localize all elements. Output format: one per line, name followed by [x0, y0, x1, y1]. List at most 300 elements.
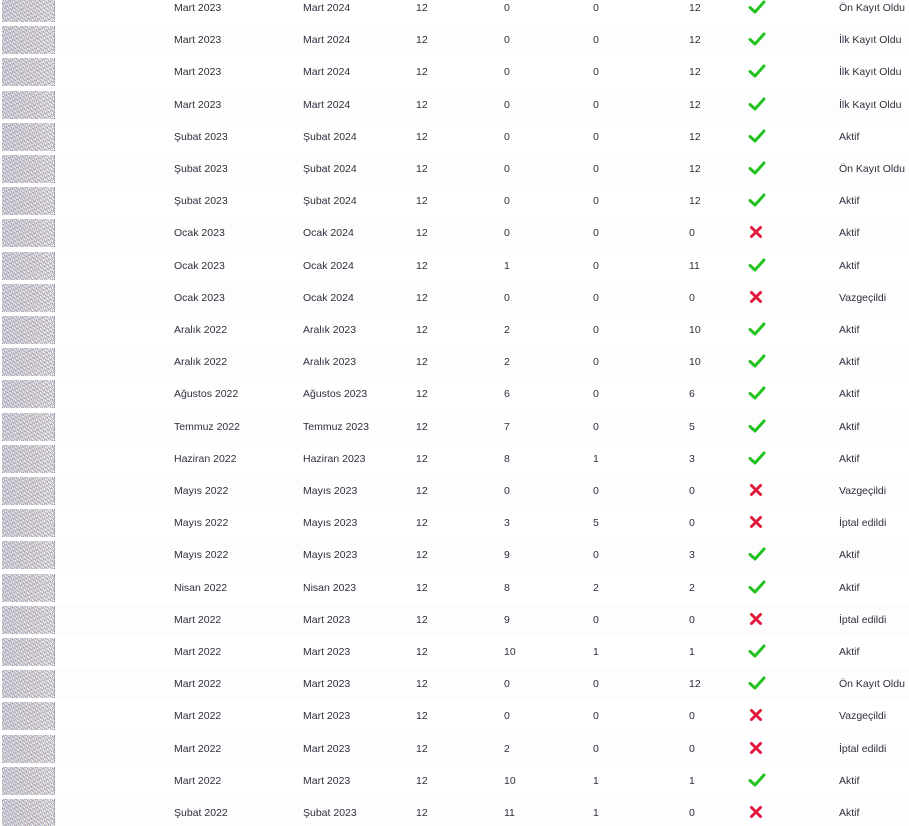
table-row[interactable] [0, 733, 909, 765]
check-icon [748, 772, 766, 788]
start-date-cell: Mart 2022 [174, 613, 222, 626]
remaining-count-cell: 1 [689, 774, 695, 787]
remaining-count-cell: 12 [689, 2, 701, 14]
start-date-cell: Mart 2022 [174, 774, 222, 787]
used-count-cell: 8 [504, 452, 510, 465]
member-photo[interactable] [2, 91, 55, 119]
used-count-cell: 0 [504, 710, 510, 723]
status-cell: İptal edildi [839, 742, 887, 755]
status-cell: Aktif [839, 227, 860, 240]
end-date-cell: Şubat 2024 [303, 130, 357, 143]
used-count-cell: 0 [504, 34, 510, 47]
table-row[interactable] [0, 185, 909, 217]
total-count-cell: 12 [416, 2, 428, 14]
valid-status-cell [748, 572, 768, 604]
member-photo[interactable] [2, 348, 55, 376]
thumbnail-cell [0, 185, 56, 217]
member-photo[interactable] [2, 413, 55, 441]
status-cell: Aktif [839, 807, 860, 819]
remaining-count-cell: 0 [689, 485, 695, 497]
frozen-count-cell: 0 [593, 163, 599, 175]
start-date-cell: Mart 2022 [174, 742, 222, 755]
thumbnail-cell [0, 282, 56, 314]
valid-status-cell [748, 443, 768, 475]
member-photo[interactable] [2, 187, 55, 215]
member-photo[interactable] [2, 284, 55, 312]
status-cell: Vazgeçildi [839, 291, 887, 304]
check-icon [748, 418, 766, 434]
start-date-cell: Mart 2023 [174, 66, 222, 79]
frozen-count-cell: 0 [593, 2, 599, 14]
thumbnail-cell [0, 217, 56, 249]
table-row[interactable] [0, 89, 909, 121]
thumbnail-cell [0, 121, 56, 153]
remaining-count-cell: 5 [689, 420, 695, 433]
end-date-cell: Mart 2024 [303, 2, 351, 14]
used-count-cell: 0 [504, 2, 510, 14]
remaining-count-cell: 1 [689, 646, 695, 658]
start-date-cell: Ocak 2023 [174, 259, 225, 272]
table-row[interactable] [0, 572, 909, 604]
table-row[interactable] [0, 378, 909, 410]
check-icon [748, 546, 766, 562]
member-photo[interactable] [2, 155, 55, 183]
frozen-count-cell: 0 [593, 66, 599, 79]
status-cell: İptal edildi [839, 517, 887, 530]
member-photo[interactable] [2, 799, 55, 826]
valid-status-cell [748, 314, 768, 346]
end-date-cell: Mart 2023 [303, 646, 351, 658]
used-count-cell: 0 [504, 227, 510, 240]
start-date-cell: Ocak 2023 [174, 227, 225, 240]
check-icon [748, 675, 766, 691]
thumbnail-cell [0, 56, 56, 88]
status-cell: Ön Kayıt Oldu [839, 678, 905, 691]
start-date-cell: Mart 2023 [174, 98, 222, 111]
table-row[interactable] [0, 507, 909, 539]
used-count-cell: 2 [504, 356, 510, 369]
total-count-cell: 12 [416, 291, 428, 304]
end-date-cell: Mayıs 2023 [303, 517, 358, 530]
thumbnail-cell [0, 153, 56, 185]
valid-status-cell [748, 700, 768, 732]
total-count-cell: 12 [416, 613, 428, 626]
thumbnail-cell [0, 0, 56, 24]
frozen-count-cell: 0 [593, 98, 599, 111]
member-photo[interactable] [2, 252, 55, 280]
thumbnail-cell [0, 733, 56, 765]
member-photo[interactable] [2, 0, 55, 22]
frozen-count-cell: 0 [593, 356, 599, 369]
used-count-cell: 2 [504, 324, 510, 336]
frozen-count-cell: 0 [593, 710, 599, 723]
thumbnail-cell [0, 507, 56, 539]
check-icon [748, 353, 766, 369]
start-date-cell: Mart 2023 [174, 34, 222, 47]
total-count-cell: 12 [416, 356, 428, 369]
thumbnail-cell [0, 765, 56, 797]
valid-status-cell [748, 539, 768, 571]
end-date-cell: Mart 2024 [303, 34, 351, 47]
frozen-count-cell: 0 [593, 549, 599, 562]
thumbnail-cell [0, 668, 56, 700]
valid-status-cell [748, 250, 768, 282]
thumbnail-cell [0, 314, 56, 346]
total-count-cell: 12 [416, 259, 428, 272]
table-row[interactable] [0, 153, 909, 185]
total-count-cell: 12 [416, 452, 428, 465]
valid-status-cell [748, 346, 768, 378]
used-count-cell: 1 [504, 259, 510, 272]
start-date-cell: Şubat 2023 [174, 163, 228, 175]
start-date-cell: Mart 2022 [174, 678, 222, 691]
start-date-cell: Şubat 2022 [174, 807, 228, 819]
status-cell: İlk Kayıt Oldu [839, 66, 902, 79]
total-count-cell: 12 [416, 195, 428, 208]
table-row[interactable] [0, 539, 909, 571]
frozen-count-cell: 0 [593, 324, 599, 336]
remaining-count-cell: 0 [689, 742, 695, 755]
valid-status-cell [748, 185, 768, 217]
used-count-cell: 10 [504, 774, 516, 787]
cross-icon [748, 740, 764, 756]
remaining-count-cell: 12 [689, 130, 701, 143]
remaining-count-cell: 10 [689, 356, 701, 369]
remaining-count-cell: 0 [689, 291, 695, 304]
end-date-cell: Ocak 2024 [303, 227, 354, 240]
thumbnail-cell [0, 572, 56, 604]
remaining-count-cell: 0 [689, 807, 695, 819]
frozen-count-cell: 0 [593, 613, 599, 626]
table-row[interactable] [0, 0, 909, 24]
frozen-count-cell: 1 [593, 452, 599, 465]
check-icon [748, 579, 766, 595]
cross-icon [748, 224, 764, 240]
status-cell: Vazgeçildi [839, 710, 887, 723]
status-cell: Aktif [839, 452, 860, 465]
valid-status-cell [748, 668, 768, 700]
valid-status-cell [748, 604, 768, 636]
used-count-cell: 0 [504, 130, 510, 143]
frozen-count-cell: 0 [593, 678, 599, 691]
frozen-count-cell: 2 [593, 581, 599, 594]
used-count-cell: 9 [504, 549, 510, 562]
total-count-cell: 12 [416, 581, 428, 594]
cross-icon [748, 514, 764, 530]
check-icon [748, 321, 766, 337]
remaining-count-cell: 3 [689, 549, 695, 562]
total-count-cell: 12 [416, 774, 428, 787]
table-row[interactable] [0, 282, 909, 314]
table-row[interactable] [0, 411, 909, 443]
end-date-cell: Mart 2023 [303, 774, 351, 787]
check-icon [748, 128, 766, 144]
total-count-cell: 12 [416, 388, 428, 401]
valid-status-cell [748, 56, 768, 88]
member-photo[interactable] [2, 735, 55, 763]
frozen-count-cell: 1 [593, 774, 599, 787]
end-date-cell: Şubat 2024 [303, 163, 357, 175]
frozen-count-cell: 0 [593, 420, 599, 433]
used-count-cell: 0 [504, 98, 510, 111]
status-cell: İlk Kayıt Oldu [839, 34, 902, 47]
check-icon [748, 31, 766, 47]
thumbnail-cell [0, 346, 56, 378]
start-date-cell: Mart 2022 [174, 646, 222, 658]
frozen-count-cell: 0 [593, 227, 599, 240]
table-row[interactable] [0, 250, 909, 282]
valid-status-cell [748, 217, 768, 249]
start-date-cell: Nisan 2022 [174, 581, 228, 594]
status-cell: Ön Kayıt Oldu [839, 2, 905, 14]
end-date-cell: Mart 2023 [303, 613, 351, 626]
check-icon [748, 385, 766, 401]
end-date-cell: Ağustos 2023 [303, 388, 368, 401]
used-count-cell: 7 [504, 420, 510, 433]
valid-status-cell [748, 507, 768, 539]
valid-status-cell [748, 89, 768, 121]
status-cell: İptal edildi [839, 613, 887, 626]
remaining-count-cell: 0 [689, 613, 695, 626]
valid-status-cell [748, 153, 768, 185]
table-row[interactable] [0, 604, 909, 636]
start-date-cell: Haziran 2022 [174, 452, 237, 465]
member-photo[interactable] [2, 219, 55, 247]
total-count-cell: 12 [416, 678, 428, 691]
status-cell: Aktif [839, 195, 860, 208]
thumbnail-cell [0, 378, 56, 410]
table-row[interactable] [0, 346, 909, 378]
status-cell: Aktif [839, 549, 860, 562]
thumbnail-cell [0, 250, 56, 282]
member-photo[interactable] [2, 58, 55, 86]
total-count-cell: 12 [416, 130, 428, 143]
frozen-count-cell: 0 [593, 291, 599, 304]
thumbnail-cell [0, 443, 56, 475]
status-cell: Aktif [839, 259, 860, 272]
member-photo[interactable] [2, 445, 55, 473]
start-date-cell: Aralık 2022 [174, 356, 228, 369]
cross-icon [748, 289, 764, 305]
member-photo[interactable] [2, 509, 55, 537]
cross-icon [748, 707, 764, 723]
status-cell: Aktif [839, 581, 860, 594]
thumbnail-cell [0, 24, 56, 56]
member-photo[interactable] [2, 606, 55, 634]
frozen-count-cell: 0 [593, 195, 599, 208]
member-photo[interactable] [2, 26, 55, 54]
used-count-cell: 11 [504, 807, 515, 819]
member-photo[interactable] [2, 477, 55, 505]
used-count-cell: 0 [504, 485, 510, 497]
remaining-count-cell: 2 [689, 581, 695, 594]
start-date-cell: Mart 2023 [174, 2, 222, 14]
status-cell: İlk Kayıt Oldu [839, 98, 902, 111]
check-icon [748, 63, 766, 79]
member-photo[interactable] [2, 316, 55, 344]
start-date-cell: Mayıs 2022 [174, 517, 229, 530]
remaining-count-cell: 12 [689, 34, 701, 47]
total-count-cell: 12 [416, 549, 428, 562]
table-row[interactable] [0, 797, 909, 826]
valid-status-cell [748, 636, 768, 668]
frozen-count-cell: 0 [593, 34, 599, 47]
cross-icon [748, 482, 764, 498]
valid-status-cell [748, 733, 768, 765]
valid-status-cell [748, 797, 768, 826]
table-row[interactable] [0, 668, 909, 700]
used-count-cell: 2 [504, 742, 510, 755]
member-photo[interactable] [2, 767, 55, 795]
total-count-cell: 12 [416, 807, 428, 819]
end-date-cell: Şubat 2024 [303, 195, 357, 208]
frozen-count-cell: 0 [593, 742, 599, 755]
table-row[interactable] [0, 700, 909, 732]
remaining-count-cell: 12 [689, 678, 701, 691]
valid-status-cell [748, 378, 768, 410]
frozen-count-cell: 5 [593, 517, 599, 530]
table-row[interactable] [0, 121, 909, 153]
remaining-count-cell: 12 [689, 163, 701, 175]
member-photo[interactable] [2, 380, 55, 408]
end-date-cell: Aralık 2023 [303, 356, 357, 369]
status-cell: Vazgeçildi [839, 485, 887, 497]
total-count-cell: 12 [416, 646, 428, 658]
total-count-cell: 12 [416, 98, 428, 111]
table-row[interactable] [0, 475, 909, 507]
start-date-cell: Ağustos 2022 [174, 388, 239, 401]
remaining-count-cell: 0 [689, 517, 695, 530]
end-date-cell: Mart 2023 [303, 742, 351, 755]
valid-status-cell [748, 765, 768, 797]
total-count-cell: 12 [416, 163, 428, 175]
check-icon [748, 257, 766, 273]
end-date-cell: Mart 2024 [303, 98, 351, 111]
used-count-cell: 9 [504, 613, 510, 626]
status-cell: Aktif [839, 324, 860, 336]
used-count-cell: 0 [504, 678, 510, 691]
start-date-cell: Şubat 2023 [174, 195, 228, 208]
table-row[interactable] [0, 314, 909, 346]
remaining-count-cell: 6 [689, 388, 695, 401]
thumbnail-cell [0, 604, 56, 636]
end-date-cell: Ocak 2024 [303, 291, 354, 304]
status-cell: Aktif [839, 130, 860, 143]
member-photo[interactable] [2, 702, 55, 730]
thumbnail-cell [0, 797, 56, 826]
member-photo[interactable] [2, 638, 55, 666]
table-row[interactable] [0, 636, 909, 668]
check-icon [748, 0, 766, 15]
total-count-cell: 12 [416, 485, 428, 497]
thumbnail-cell [0, 411, 56, 443]
table-row[interactable] [0, 443, 909, 475]
total-count-cell: 12 [416, 517, 428, 530]
start-date-cell: Aralık 2022 [174, 324, 228, 336]
start-date-cell: Mart 2022 [174, 710, 222, 723]
end-date-cell: Aralık 2023 [303, 324, 357, 336]
remaining-count-cell: 0 [689, 710, 695, 723]
status-cell: Aktif [839, 356, 860, 369]
frozen-count-cell: 0 [593, 388, 599, 401]
total-count-cell: 12 [416, 66, 428, 79]
total-count-cell: 12 [416, 420, 428, 433]
used-count-cell: 8 [504, 581, 510, 594]
used-count-cell: 0 [504, 291, 510, 304]
member-photo[interactable] [2, 541, 55, 569]
table-row[interactable] [0, 765, 909, 797]
remaining-count-cell: 10 [689, 324, 701, 336]
end-date-cell: Haziran 2023 [303, 452, 366, 465]
total-count-cell: 12 [416, 227, 428, 240]
valid-status-cell [748, 475, 768, 507]
frozen-count-cell: 0 [593, 259, 599, 272]
end-date-cell: Mayıs 2023 [303, 549, 358, 562]
used-count-cell: 3 [504, 517, 510, 530]
cross-icon [748, 804, 764, 820]
end-date-cell: Şubat 2023 [303, 807, 357, 819]
thumbnail-cell [0, 539, 56, 571]
status-cell: Aktif [839, 646, 860, 658]
status-cell: Aktif [839, 420, 860, 433]
table-row[interactable] [0, 217, 909, 249]
status-cell: Aktif [839, 388, 860, 401]
start-date-cell: Ocak 2023 [174, 291, 225, 304]
remaining-count-cell: 12 [689, 66, 701, 79]
valid-status-cell [748, 0, 768, 24]
member-photo[interactable] [2, 574, 55, 602]
used-count-cell: 10 [504, 646, 516, 658]
frozen-count-cell: 0 [593, 130, 599, 143]
frozen-count-cell: 1 [593, 807, 599, 819]
end-date-cell: Temmuz 2023 [303, 420, 369, 433]
remaining-count-cell: 0 [689, 227, 695, 240]
total-count-cell: 12 [416, 710, 428, 723]
thumbnail-cell [0, 475, 56, 507]
frozen-count-cell: 1 [593, 646, 599, 658]
thumbnail-cell [0, 636, 56, 668]
check-icon [748, 96, 766, 112]
used-count-cell: 6 [504, 388, 510, 401]
total-count-cell: 12 [416, 742, 428, 755]
used-count-cell: 0 [504, 66, 510, 79]
end-date-cell: Nisan 2023 [303, 581, 357, 594]
start-date-cell: Mayıs 2022 [174, 549, 229, 562]
total-count-cell: 12 [416, 324, 428, 336]
valid-status-cell [748, 121, 768, 153]
thumbnail-cell [0, 89, 56, 121]
check-icon [748, 192, 766, 208]
thumbnail-cell [0, 700, 56, 732]
start-date-cell: Şubat 2023 [174, 130, 228, 143]
member-photo[interactable] [2, 670, 55, 698]
valid-status-cell [748, 24, 768, 56]
start-date-cell: Temmuz 2022 [174, 420, 240, 433]
check-icon [748, 643, 766, 659]
used-count-cell: 0 [504, 195, 510, 208]
table-row[interactable] [0, 24, 909, 56]
member-photo[interactable] [2, 123, 55, 151]
table-row[interactable] [0, 56, 909, 88]
frozen-count-cell: 0 [593, 485, 599, 497]
valid-status-cell [748, 282, 768, 314]
remaining-count-cell: 12 [689, 195, 701, 208]
status-cell: Ön Kayıt Oldu [839, 163, 905, 175]
remaining-count-cell: 12 [689, 98, 701, 111]
cross-icon [748, 611, 764, 627]
end-date-cell: Ocak 2024 [303, 259, 354, 272]
end-date-cell: Mart 2023 [303, 678, 351, 691]
